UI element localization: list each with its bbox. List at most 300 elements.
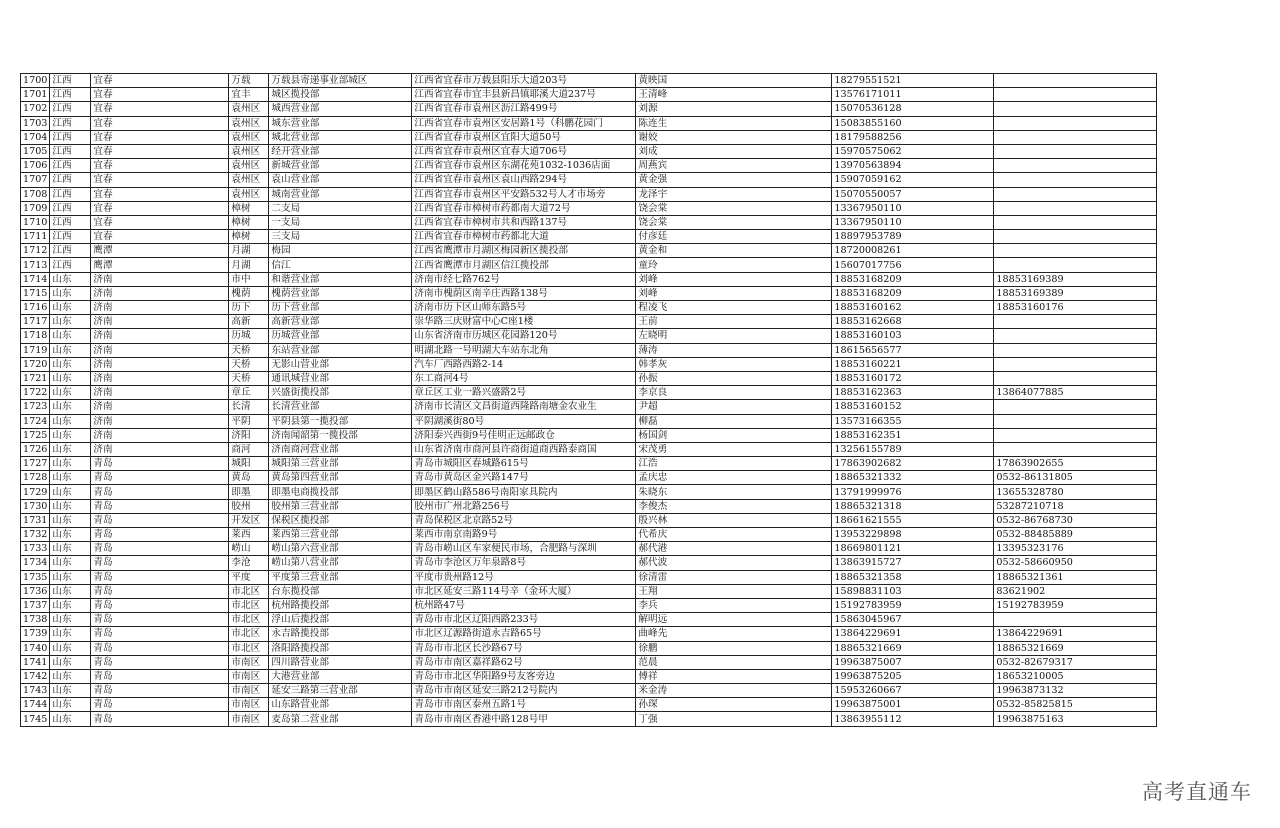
table-row [21,173,1157,187]
table-row [21,286,1157,300]
cell-branch: 历城营业部 [269,329,412,343]
cell-district: 市南区 [229,669,269,683]
table-row [21,74,1157,88]
cell-branch: 通讯城营业部 [269,371,412,385]
cell-district: 樟树 [229,201,269,215]
cell-address: 平阴湖溪街80号 [412,414,636,428]
cell-district: 袁州区 [229,144,269,158]
cell-branch: 高新营业部 [269,315,412,329]
cell-province: 山东 [50,386,91,400]
cell-address: 青岛市市南区泰州五路1号 [412,698,636,712]
cell-contact: 郝代波 [636,556,832,570]
cell-address: 江西省宜春市万载县阳乐大道203号 [412,74,636,88]
cell-branch: 大港营业部 [269,669,412,683]
cell-address: 江西省宜春市袁州区袁山西路294号 [412,173,636,187]
cell-phone: 18865321332 [832,471,994,485]
cell-city: 青岛 [91,669,229,683]
cell-province: 江西 [50,74,91,88]
cell-contact: 刘峰 [636,272,832,286]
cell-city: 济南 [91,329,229,343]
cell-province: 江西 [50,230,91,244]
cell-province: 山东 [50,485,91,499]
cell-phone: 18853160172 [832,371,994,385]
cell-contact: 徐清雷 [636,570,832,584]
cell-district: 章丘 [229,386,269,400]
cell-province: 山东 [50,315,91,329]
cell-phone: 18853168209 [832,272,994,286]
cell-contact: 解明远 [636,613,832,627]
cell-phone-alt: 19963873132 [994,684,1157,698]
cell-phone: 15863045967 [832,613,994,627]
cell-city: 青岛 [91,499,229,513]
cell-branch: 城西营业部 [269,102,412,116]
cell-phone-alt: 0532-88485889 [994,528,1157,542]
cell-branch: 长清营业部 [269,400,412,414]
cell-province: 江西 [50,187,91,201]
cell-address: 江西省宜春市樟树市共和西路137号 [412,215,636,229]
cell-phone: 13791999976 [832,485,994,499]
cell-city: 青岛 [91,528,229,542]
cell-province: 山东 [50,329,91,343]
table-row [21,244,1157,258]
table-row [21,329,1157,343]
cell-address: 济南市长清区文昌街道西隆路南塘金农业生 [412,400,636,414]
cell-city: 济南 [91,386,229,400]
cell-index: 1720 [21,357,50,371]
cell-address: 江西省鹰潭市月湖区梅园新区揽投部 [412,244,636,258]
cell-address: 青岛保税区北京路52号 [412,513,636,527]
cell-district: 月湖 [229,244,269,258]
cell-phone: 18853160162 [832,301,994,315]
cell-district: 樟树 [229,215,269,229]
table-row [21,116,1157,130]
cell-contact: 薄涛 [636,343,832,357]
cell-branch: 四川路营业部 [269,655,412,669]
cell-index: 1729 [21,485,50,499]
cell-address: 江西省宜春市袁州区宜春大道706号 [412,144,636,158]
cell-index: 1730 [21,499,50,513]
cell-phone-alt [994,130,1157,144]
cell-district: 高新 [229,315,269,329]
data-table [20,73,1157,727]
cell-branch: 袁山营业部 [269,173,412,187]
cell-index: 1713 [21,258,50,272]
cell-contact: 范晨 [636,655,832,669]
cell-phone: 13576171011 [832,88,994,102]
table-row [21,542,1157,556]
cell-city: 济南 [91,442,229,456]
cell-index: 1700 [21,74,50,88]
table-row [21,343,1157,357]
cell-phone-alt [994,230,1157,244]
cell-city: 济南 [91,428,229,442]
cell-city: 济南 [91,371,229,385]
cell-district: 袁州区 [229,173,269,187]
table-row [21,556,1157,570]
cell-branch: 保税区揽投部 [269,513,412,527]
cell-phone-alt [994,201,1157,215]
cell-contact: 周燕宾 [636,159,832,173]
cell-contact: 饶会棠 [636,215,832,229]
cell-province: 山东 [50,400,91,414]
cell-phone-alt [994,116,1157,130]
table-row [21,570,1157,584]
cell-branch: 历下营业部 [269,301,412,315]
table-row [21,655,1157,669]
cell-index: 1741 [21,655,50,669]
cell-city: 宜春 [91,187,229,201]
cell-branch: 二支局 [269,201,412,215]
cell-province: 江西 [50,244,91,258]
cell-district: 袁州区 [229,116,269,130]
cell-contact: 杨国剑 [636,428,832,442]
cell-phone: 13863955112 [832,712,994,726]
cell-contact: 郝代港 [636,542,832,556]
watermark-text: 高考直通车 [1142,780,1252,804]
cell-phone: 18615656577 [832,343,994,357]
cell-branch: 胶州第三营业部 [269,499,412,513]
cell-address: 济阳泰兴西街9号佳明正远邮政仓 [412,428,636,442]
cell-branch: 经开营业部 [269,144,412,158]
cell-contact: 宋茂勇 [636,442,832,456]
cell-address: 江西省宜春市袁州区宜阳大道50号 [412,130,636,144]
cell-index: 1706 [21,159,50,173]
cell-phone-alt: 0532-85825815 [994,698,1157,712]
cell-city: 青岛 [91,556,229,570]
cell-phone-alt [994,144,1157,158]
cell-city: 青岛 [91,570,229,584]
cell-contact: 龙泽宇 [636,187,832,201]
cell-index: 1743 [21,684,50,698]
table-row [21,513,1157,527]
cell-branch: 和谐营业部 [269,272,412,286]
cell-branch: 东站营业部 [269,343,412,357]
cell-phone-alt [994,102,1157,116]
cell-index: 1728 [21,471,50,485]
cell-province: 山东 [50,442,91,456]
cell-province: 山东 [50,712,91,726]
cell-province: 江西 [50,116,91,130]
cell-contact: 程凌飞 [636,301,832,315]
cell-city: 宜春 [91,144,229,158]
cell-contact: 左晓明 [636,329,832,343]
cell-province: 江西 [50,201,91,215]
cell-city: 青岛 [91,485,229,499]
cell-phone: 18853160103 [832,329,994,343]
cell-branch: 杭州路揽投部 [269,598,412,612]
cell-branch: 崂山第六营业部 [269,542,412,556]
cell-contact: 谢姣 [636,130,832,144]
cell-phone-alt: 13864229691 [994,627,1157,641]
cell-index: 1745 [21,712,50,726]
cell-branch: 莱西第三营业部 [269,528,412,542]
cell-district: 商河 [229,442,269,456]
cell-district: 市南区 [229,712,269,726]
cell-district: 市北区 [229,598,269,612]
cell-phone: 18279551521 [832,74,994,88]
table-row [21,258,1157,272]
cell-branch: 城南营业部 [269,187,412,201]
table-row [21,386,1157,400]
cell-address: 青岛市市北区辽阳西路233号 [412,613,636,627]
cell-province: 山东 [50,528,91,542]
cell-index: 1742 [21,669,50,683]
table-row [21,371,1157,385]
cell-district: 月湖 [229,258,269,272]
cell-phone-alt [994,173,1157,187]
cell-city: 青岛 [91,684,229,698]
table-row [21,584,1157,598]
cell-district: 开发区 [229,513,269,527]
cell-phone: 15070536128 [832,102,994,116]
table-row [21,159,1157,173]
cell-city: 青岛 [91,641,229,655]
cell-address: 明湖北路一号明湖大车站东北角 [412,343,636,357]
cell-address: 济南市经七路762号 [412,272,636,286]
table-row [21,698,1157,712]
cell-phone-alt [994,613,1157,627]
cell-address: 青岛市市南区香港中路128号甲 [412,712,636,726]
cell-phone-alt [994,74,1157,88]
cell-address: 山东省济南市历城区花园路120号 [412,329,636,343]
cell-district: 天桥 [229,371,269,385]
cell-phone-alt [994,244,1157,258]
cell-province: 山东 [50,457,91,471]
cell-contact: 刘成 [636,144,832,158]
cell-phone-alt: 83621902 [994,584,1157,598]
table-row [21,130,1157,144]
table-row [21,315,1157,329]
cell-index: 1724 [21,414,50,428]
cell-phone: 18853160152 [832,400,994,414]
cell-contact: 朱晓东 [636,485,832,499]
cell-contact: 付彦廷 [636,230,832,244]
cell-province: 山东 [50,698,91,712]
cell-index: 1725 [21,428,50,442]
cell-contact: 韩孝灰 [636,357,832,371]
cell-index: 1708 [21,187,50,201]
cell-district: 市北区 [229,641,269,655]
table-row [21,201,1157,215]
cell-index: 1733 [21,542,50,556]
cell-index: 1712 [21,244,50,258]
cell-index: 1711 [21,230,50,244]
cell-phone: 19963875205 [832,669,994,683]
cell-index: 1702 [21,102,50,116]
cell-city: 宜春 [91,201,229,215]
cell-contact: 江浩 [636,457,832,471]
cell-contact: 李俊杰 [636,499,832,513]
table-row [21,442,1157,456]
cell-phone-alt: 18865321669 [994,641,1157,655]
cell-index: 1744 [21,698,50,712]
cell-phone: 19963875001 [832,698,994,712]
cell-city: 青岛 [91,655,229,669]
cell-phone: 15070550057 [832,187,994,201]
cell-address: 莱西市南京南路9号 [412,528,636,542]
cell-contact: 饶会棠 [636,201,832,215]
cell-index: 1738 [21,613,50,627]
cell-index: 1709 [21,201,50,215]
cell-city: 宜春 [91,215,229,229]
cell-city: 青岛 [91,627,229,641]
cell-province: 山东 [50,371,91,385]
cell-city: 宜春 [91,102,229,116]
cell-district: 济阳 [229,428,269,442]
cell-province: 山东 [50,513,91,527]
cell-index: 1723 [21,400,50,414]
cell-city: 宜春 [91,230,229,244]
cell-branch: 即墨电商揽投部 [269,485,412,499]
table-row [21,414,1157,428]
cell-district: 胶州 [229,499,269,513]
cell-index: 1701 [21,88,50,102]
cell-contact: 童玲 [636,258,832,272]
cell-phone-alt: 13395323176 [994,542,1157,556]
cell-district: 市北区 [229,627,269,641]
cell-branch: 崂山第八营业部 [269,556,412,570]
cell-district: 平度 [229,570,269,584]
cell-district: 莱西 [229,528,269,542]
cell-province: 山东 [50,272,91,286]
cell-city: 宜春 [91,116,229,130]
cell-phone: 18853162668 [832,315,994,329]
cell-contact: 黄映国 [636,74,832,88]
cell-city: 济南 [91,343,229,357]
cell-address: 市北区延安三路114号辛（金环大厦） [412,584,636,598]
cell-contact: 柳磊 [636,414,832,428]
cell-index: 1722 [21,386,50,400]
cell-province: 江西 [50,159,91,173]
cell-phone-alt: 17863902655 [994,457,1157,471]
cell-district: 袁州区 [229,187,269,201]
cell-phone-alt [994,215,1157,229]
table-row [21,598,1157,612]
cell-branch: 万载县寄递事业部城区 [269,74,412,88]
cell-phone-alt [994,442,1157,456]
cell-phone-alt: 0532-86131805 [994,471,1157,485]
cell-phone: 18720008261 [832,244,994,258]
cell-district: 袁州区 [229,130,269,144]
cell-phone: 15970575062 [832,144,994,158]
cell-contact: 王前 [636,315,832,329]
cell-phone-alt: 18653210005 [994,669,1157,683]
cell-branch: 平阴县第一揽投部 [269,414,412,428]
table-row [21,102,1157,116]
table-row [21,301,1157,315]
cell-branch: 城阳第三营业部 [269,457,412,471]
cell-contact: 代希庆 [636,528,832,542]
cell-phone: 19963875007 [832,655,994,669]
cell-phone-alt: 18853169389 [994,272,1157,286]
cell-province: 山东 [50,556,91,570]
cell-branch: 城区揽投部 [269,88,412,102]
cell-index: 1704 [21,130,50,144]
cell-phone: 13863915727 [832,556,994,570]
cell-address: 章丘区工业一路兴盛路2号 [412,386,636,400]
cell-province: 江西 [50,215,91,229]
cell-phone-alt [994,357,1157,371]
cell-index: 1735 [21,570,50,584]
cell-district: 历下 [229,301,269,315]
cell-province: 山东 [50,542,91,556]
cell-phone-alt [994,329,1157,343]
cell-address: 青岛市市北区长沙路67号 [412,641,636,655]
cell-address: 青岛市城阳区春城路615号 [412,457,636,471]
table-row [21,400,1157,414]
cell-phone-alt: 13655328780 [994,485,1157,499]
cell-district: 樟树 [229,230,269,244]
cell-contact: 丁强 [636,712,832,726]
cell-city: 济南 [91,414,229,428]
cell-district: 宜丰 [229,88,269,102]
cell-province: 山东 [50,357,91,371]
cell-phone-alt [994,343,1157,357]
cell-district: 历城 [229,329,269,343]
cell-contact: 殷兴林 [636,513,832,527]
cell-phone: 18853168209 [832,286,994,300]
cell-phone: 17863902682 [832,457,994,471]
cell-phone: 13367950110 [832,201,994,215]
cell-address: 东工商河4号 [412,371,636,385]
cell-index: 1739 [21,627,50,641]
cell-contact: 黄金和 [636,244,832,258]
cell-address: 江西省宜春市袁州区东湖花苑1032-1036店面 [412,159,636,173]
cell-province: 山东 [50,570,91,584]
cell-contact: 王翔 [636,584,832,598]
cell-city: 济南 [91,301,229,315]
cell-address: 江西省宜春市袁州区平安路532号人才市场旁 [412,187,636,201]
cell-district: 万载 [229,74,269,88]
cell-province: 山东 [50,684,91,698]
cell-district: 槐荫 [229,286,269,300]
cell-city: 宜春 [91,88,229,102]
cell-city: 鹰潭 [91,244,229,258]
cell-province: 江西 [50,173,91,187]
cell-city: 济南 [91,315,229,329]
cell-phone-alt [994,187,1157,201]
table-row [21,499,1157,513]
cell-province: 山东 [50,641,91,655]
cell-address: 青岛市市南区嘉祥路62号 [412,655,636,669]
cell-contact: 王清峰 [636,88,832,102]
cell-phone: 13367950110 [832,215,994,229]
cell-contact: 徐鹏 [636,641,832,655]
cell-phone-alt: 18853169389 [994,286,1157,300]
cell-province: 江西 [50,144,91,158]
cell-contact: 李兵 [636,598,832,612]
cell-address: 杭州路47号 [412,598,636,612]
cell-district: 城阳 [229,457,269,471]
cell-branch: 槐荫营业部 [269,286,412,300]
cell-phone: 18853162351 [832,428,994,442]
cell-city: 青岛 [91,712,229,726]
cell-province: 山东 [50,655,91,669]
cell-district: 长清 [229,400,269,414]
cell-phone: 18897953789 [832,230,994,244]
cell-phone: 15607017756 [832,258,994,272]
cell-city: 济南 [91,400,229,414]
cell-city: 青岛 [91,598,229,612]
cell-address: 江西省鹰潭市月湖区信江揽投部 [412,258,636,272]
cell-city: 青岛 [91,457,229,471]
cell-address: 江西省宜春市樟树市药都北大道 [412,230,636,244]
cell-address: 青岛市市北区华阳路9号友客旁边 [412,669,636,683]
cell-city: 青岛 [91,471,229,485]
cell-address: 汽车厂西路西路2-14 [412,357,636,371]
cell-branch: 城北营业部 [269,130,412,144]
cell-index: 1721 [21,371,50,385]
